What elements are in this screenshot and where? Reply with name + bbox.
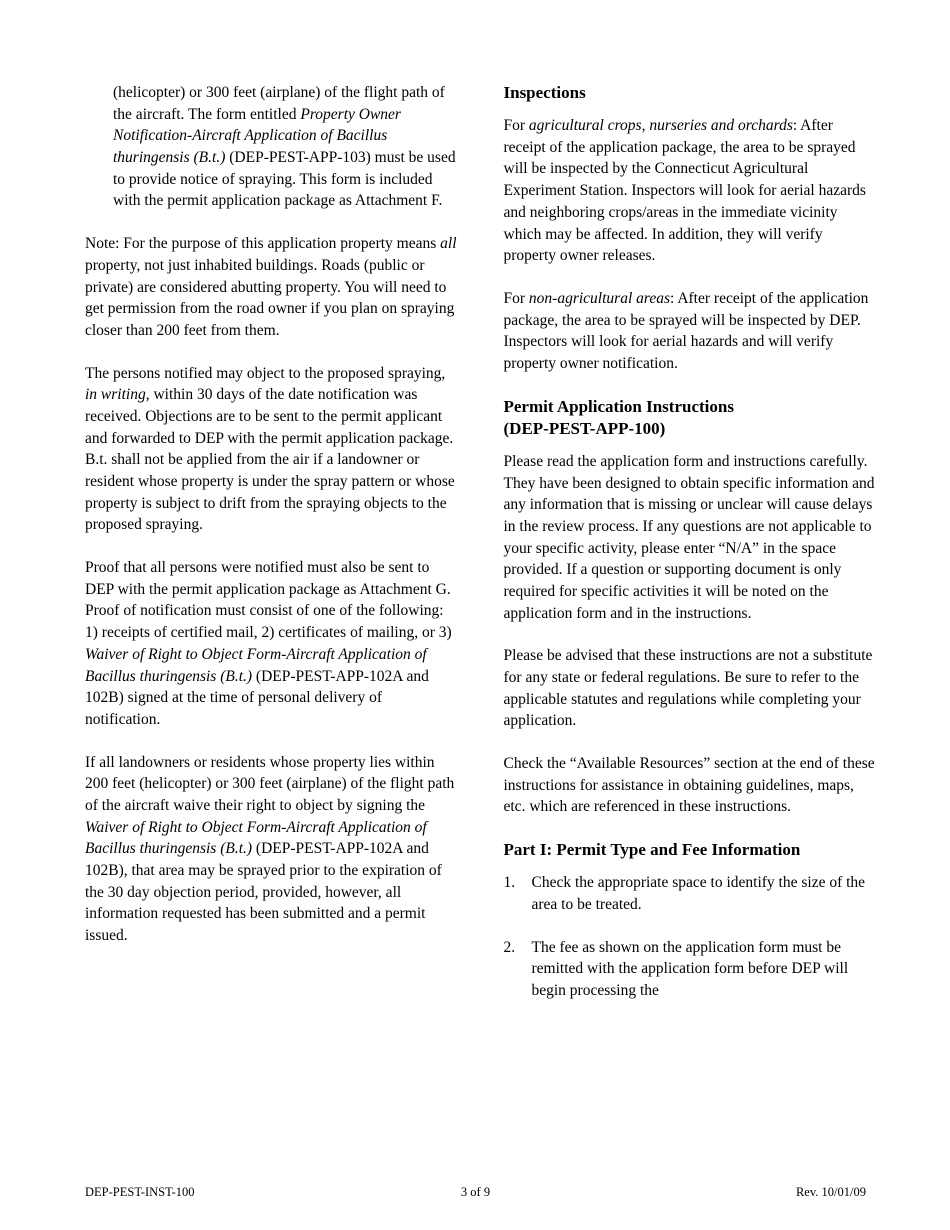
text-run: property, not just inhabited buildings. Roads (public or private) are considered abutting property. You will need to get permission from the road owner if you plan on spraying closer than 200 feet from them. [85,256,455,339]
text-run: : After receipt of the application package, the area to be sprayed will be inspected by the Connecticut Agricultural Experiment Station. Inspectors will look for aerial hazards and neighboring crops/areas in the immediate vicinity which may be affected. In addition, they will verify property owner releases. [503,117,866,265]
italic-text-run: Waiver of Right to Object Form-Aircraft Application of Bacillus thuringensis (B.t.) [85,818,427,858]
footer-page-number: 3 of 9 [460,1185,491,1199]
paragraph [113,82,460,212]
numbered-list [504,872,879,1001]
paragraph [504,645,879,732]
text-run: Please be advised that these instructions are not a substitute for any state or federal regulations. Be sure to refer to the applicable statutes and regulations while completing your application. [503,647,873,730]
text-run: Note: For the purpose of this application property means [85,235,441,253]
text-run: For [503,117,529,135]
right-column [504,82,879,1023]
page-footer [85,1185,866,1200]
list-item-number: 1. [503,874,516,892]
italic-text-run: Property Owner Notification-Aircraft Application of Bacillus thuringensis (B.t.) [113,105,401,167]
text-run: Please read the application form and instructions carefully. They have been designed to obtain specific information and any information that is missing or unclear will cause delays in the review process. If any questions are not applicable to your specific activity, please enter “N/A” in the space provided. If a question or supporting document is only required for specific activities it will be noted on the application form and in the instructions. [503,452,875,622]
text-run: If all landowners or residents whose property lies within 200 feet (helicopter) or 300 feet (airplane) of the flight path of the aircraft waive their right to object by signing the [85,753,455,814]
text-run: , within 30 days of the date notification was received. Objections are to be sent to the permit applicant and forwarded to DEP with the permit application package. B.t. shall not be applied from the air if a landowner or resident whose property is under the spray pattern or whose property is subject to drift from the spraying objects to the proposed spraying. [85,386,455,534]
text-run: Check the appropriate space to identify the size of the area to be treated. [531,874,866,913]
text-run: For [503,289,529,307]
section-heading: Inspections [503,83,586,102]
paragraph [85,557,460,731]
italic-text-run: agricultural crops, nurseries and orchards [528,117,793,135]
italic-text-run: in writing [85,386,146,404]
italic-text-run: non-agricultural areas [528,289,670,307]
text-run: : After receipt of the application package, the area to be sprayed will be inspected by DEP. Inspectors will look for aerial hazards and will verify property owner notification. [503,289,869,372]
left-column [85,82,460,1023]
list-item-text [532,872,879,915]
paragraph [504,753,879,818]
paragraph [504,451,879,625]
section-heading: Part I: Permit Type and Fee Information [503,840,801,860]
page-content [85,82,878,1023]
footer-document-id: DEP-PEST-INST-100 [85,1185,195,1199]
list-item [504,937,879,1002]
list-item-number: 2. [503,938,516,956]
text-run: (DEP-PEST-APP-102A and 102B), that area may be sprayed prior to the expiration of the 30 day objection period, provided, however, all information requested has been submitted and a permit issued. [85,840,442,945]
paragraph [504,115,879,267]
italic-text-run: all [440,235,457,253]
text-run: Check the “Available Resources” section at the end of these instructions for assistance in obtaining guidelines, maps, etc. which are referenced in these instructions. [503,755,875,816]
text-run: The fee as shown on the application form must be remitted with the application form before DEP will begin processing the [531,938,849,999]
text-run: (DEP-PEST-APP-102A and 102B) signed at the time of personal delivery of notification. [85,667,429,728]
italic-text-run: Waiver of Right to Object Form-Aircraft Application of Bacillus thuringensis (B.t.) [85,645,427,685]
footer-revision: Rev. 10/01/09 [795,1185,866,1199]
paragraph [85,233,460,341]
text-run: (helicopter) or 300 feet (airplane) of the flight path of the aircraft. The form entitled [113,84,445,123]
list-item-text [532,937,879,1002]
list-item [504,872,879,915]
text-run: Proof that all persons were notified must also be sent to DEP with the permit application package as Attachment G. Proof of notification must consist of one of the following: 1) receipts of certified mail, 2) certificates of mailing, or 3) [85,559,452,642]
paragraph [504,288,879,375]
text-run: (DEP-PEST-APP-103) must be used to provide notice of spraying. This form is included with the permit application package as Attachment F. [113,149,456,210]
paragraph [85,752,460,947]
text-run: The persons notified may object to the proposed spraying, [85,364,446,382]
section-heading: Permit Application Instructions (DEP-PEST-APP-100) [503,396,734,438]
paragraph [85,363,460,537]
